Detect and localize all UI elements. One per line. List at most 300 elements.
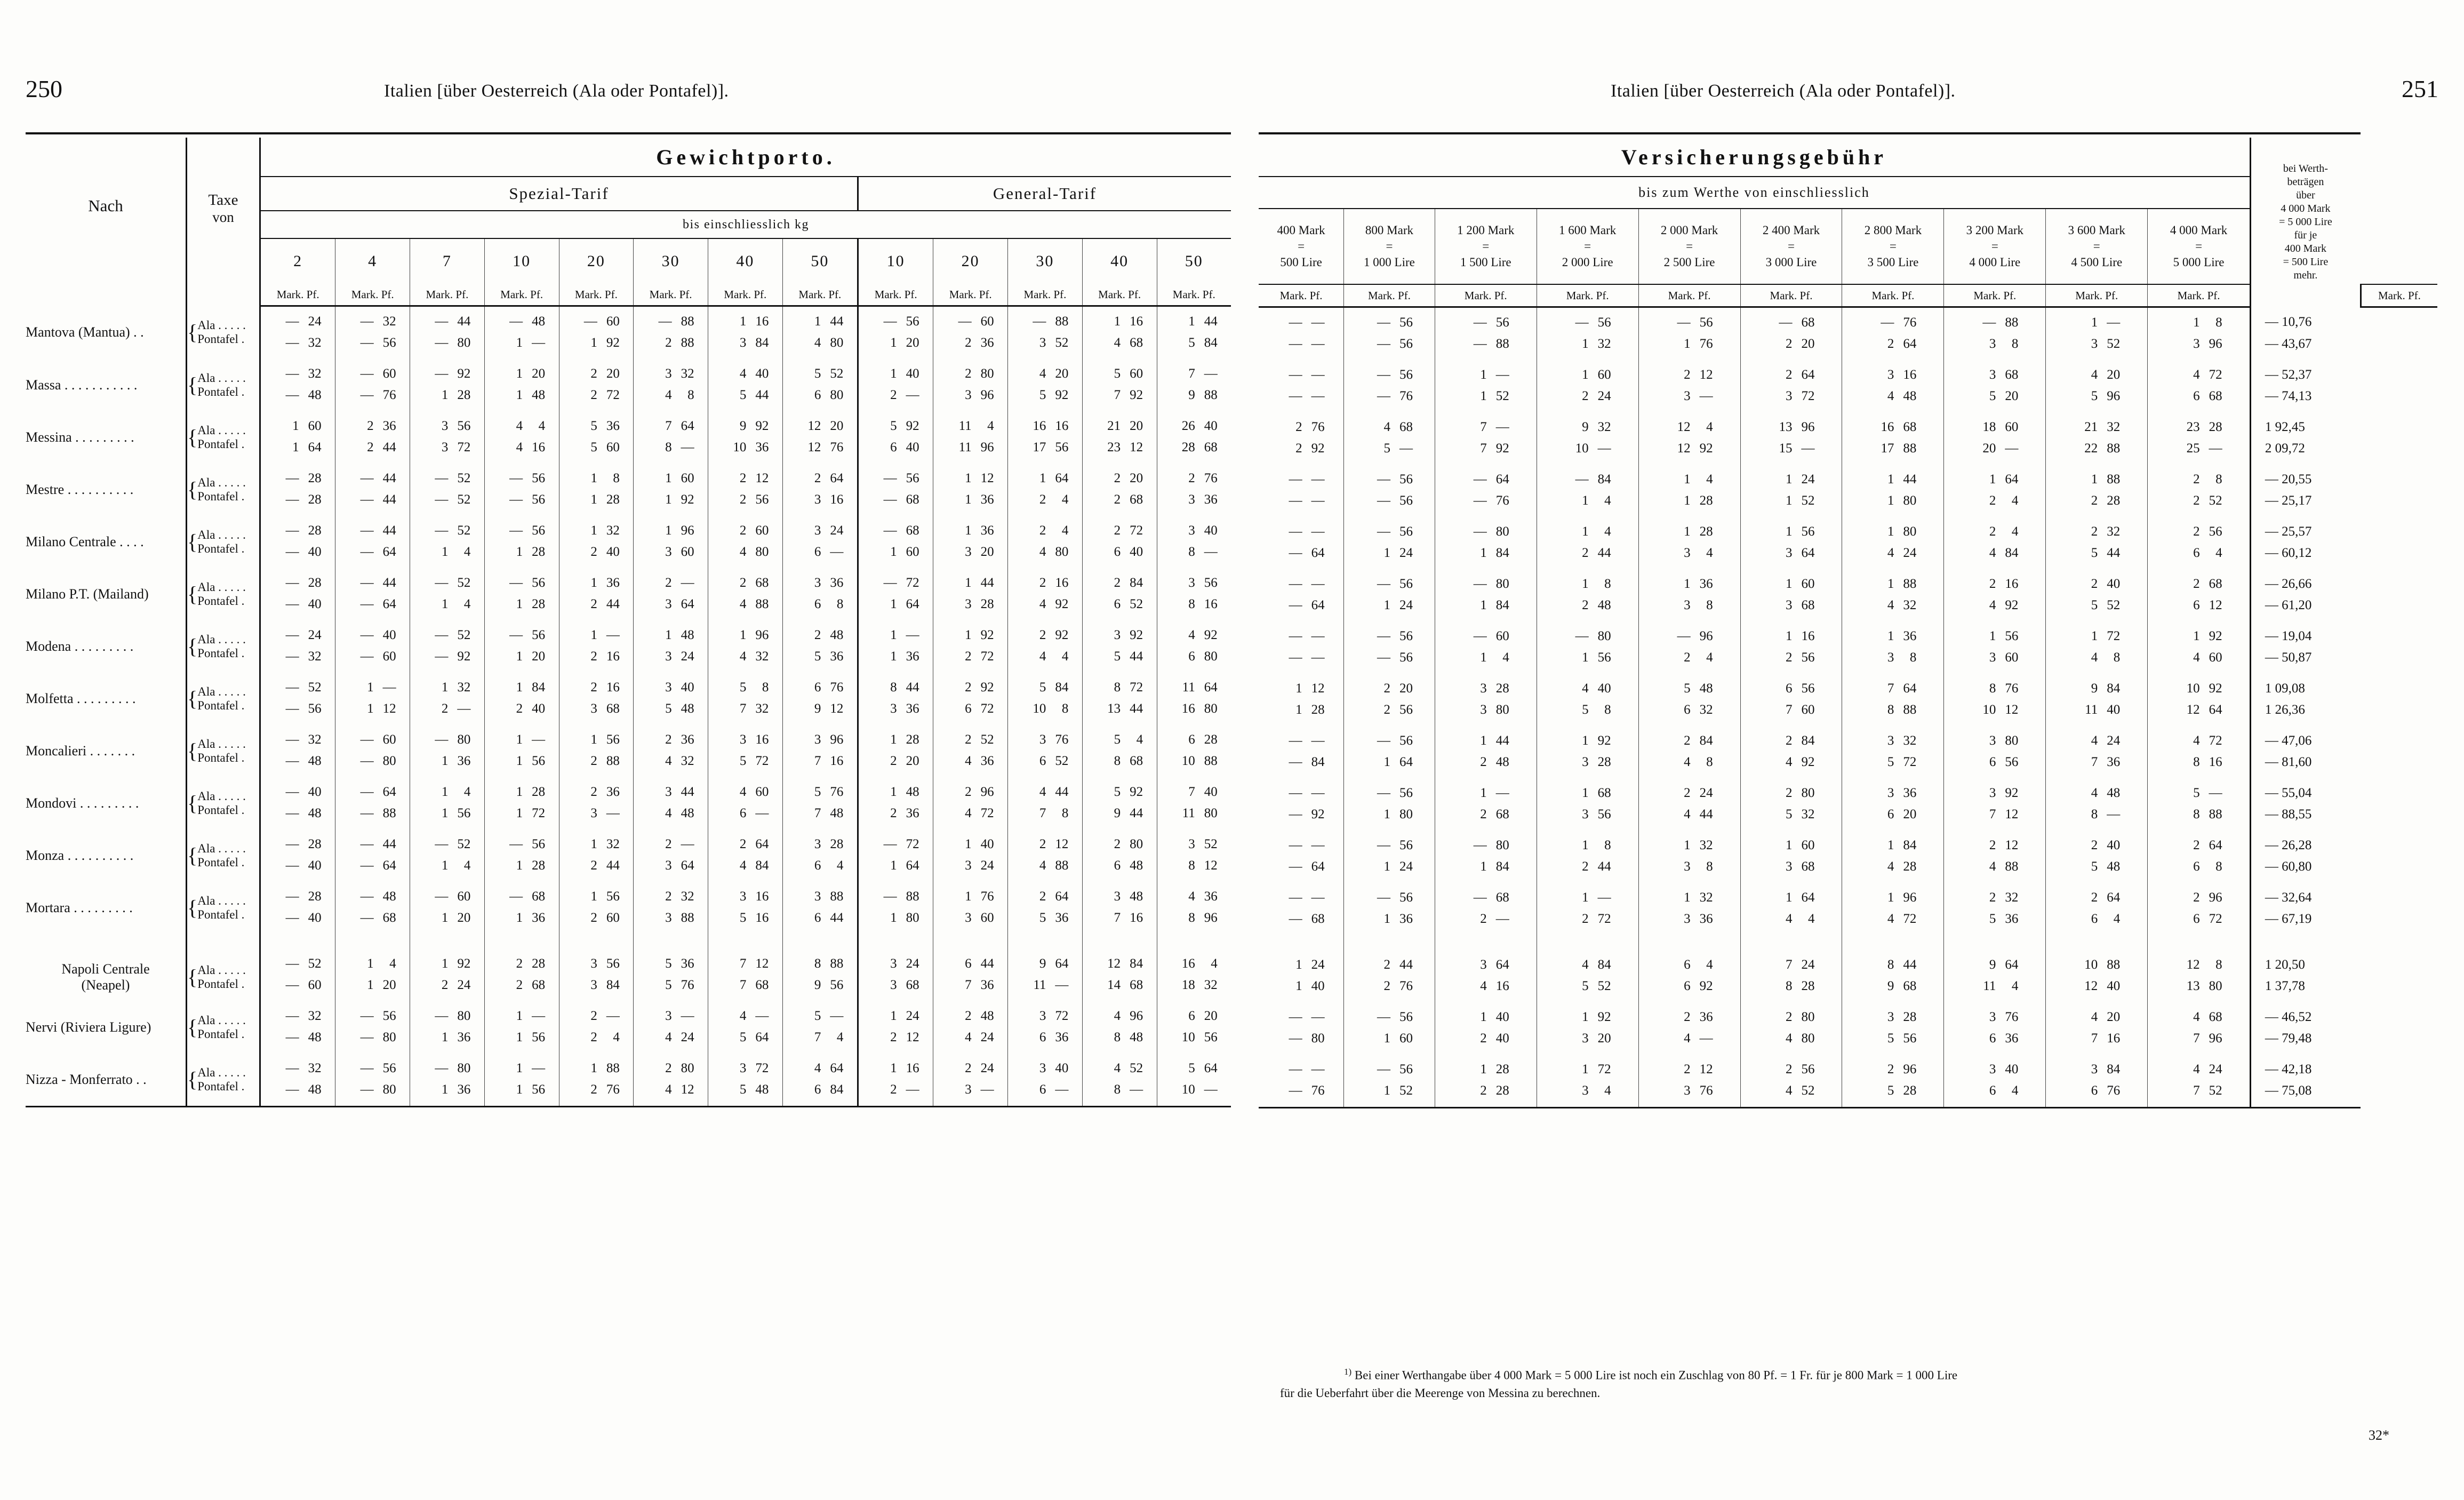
rate-cell-ala: 16 4 — [1181, 956, 1218, 971]
insurance-cell-ala: 3 80 — [1944, 726, 2046, 752]
table-row — [1259, 595, 2437, 621]
insurance-cell-pontafel: — 84 — [1259, 752, 1344, 778]
insurance-cell-ala: 3 28 — [1842, 1002, 1944, 1028]
insurance-cell-ala: 8 76 — [1944, 674, 2046, 699]
insurance-cell-ala: — 80 — [1435, 831, 1537, 856]
rate-cell-pontafel: 4 48 — [634, 803, 708, 829]
rate-cell-pontafel: — 48 — [260, 385, 335, 411]
insurance-cell-ala: — 56 — [1344, 569, 1435, 595]
insurance-cell-pontafel: 4 4 — [1740, 908, 1842, 935]
value-col-mark: 1 200 Mark — [1457, 224, 1515, 237]
signature-mark: 32* — [2369, 1427, 2389, 1443]
insurance-cell-pontafel: 3 8 — [1944, 333, 2046, 360]
route-ala: Ala . . . . . — [197, 633, 246, 646]
insurance-cell-pontafel: 17 88 — [1842, 438, 1944, 465]
route-pontafel: Pontafel . — [197, 542, 245, 555]
surcharge-value-pontafel: — 60,80 — [2265, 859, 2312, 874]
brace: { — [187, 791, 198, 815]
insurance-cell-ala: — — — [1259, 726, 1344, 752]
route-cell — [187, 411, 260, 464]
rate-cell-ala: 2 — — [634, 568, 708, 594]
rate-cell-ala: — 48 — [335, 882, 410, 907]
table-row — [26, 777, 1231, 803]
unit-label: Mark. Pf. — [1008, 284, 1083, 306]
rate-cell-pontafel: 7 48 — [782, 803, 858, 829]
surcharge-value-pontafel: — 79,48 — [2265, 1031, 2312, 1046]
insurance-cell-pontafel: 8 88 — [2193, 807, 2222, 821]
rate-cell-pontafel: 1 28 — [559, 489, 634, 516]
insurance-cell-ala: 1 88 — [1842, 569, 1944, 595]
rate-cell-pontafel: 6 — — [1008, 1079, 1083, 1107]
destination-name — [26, 882, 187, 934]
rate-cell-ala: 3 52 — [1188, 837, 1218, 851]
insurance-cell-pontafel: 1 36 — [1344, 908, 1435, 935]
insurance-cell-pontafel: 6 56 — [1944, 752, 2046, 778]
rate-cell-pontafel: — 80 — [335, 1079, 410, 1107]
table-row — [1259, 386, 2437, 412]
rate-cell-pontafel: 3 36 — [1188, 492, 1218, 507]
insurance-cell-pontafel: — — — [1259, 490, 1344, 517]
table-row — [1259, 333, 2437, 360]
rate-cell-ala: 2 92 — [933, 673, 1008, 698]
insurance-cell-ala: 1 — — [1435, 778, 1537, 804]
rate-cell-ala: 1 12 — [933, 464, 1008, 489]
brace: { — [187, 739, 198, 763]
insurance-cell-pontafel: — 92 — [1259, 804, 1344, 831]
table-row — [26, 934, 1231, 975]
insurance-cell-pontafel: 6 12 — [2193, 598, 2222, 612]
rate-cell-ala: — 48 — [484, 306, 559, 333]
rate-cell-ala: 1 — — [484, 1054, 559, 1079]
insurance-cell-pontafel: 6 4 — [2193, 546, 2222, 560]
value-col-lire: 1 000 Lire — [1364, 255, 1415, 269]
destination-name-text: Mantova (Mantua) . . — [26, 324, 144, 340]
destination-name — [26, 1001, 187, 1054]
rate-cell-pontafel: — 40 — [260, 541, 335, 568]
rate-cell-pontafel: 6 — — [708, 803, 782, 829]
insurance-cell-pontafel: 3 4 — [1537, 1080, 1638, 1108]
destination-name — [26, 620, 187, 673]
insurance-cell-ala: 1 44 — [1842, 465, 1944, 490]
rate-cell-ala: — 92 — [410, 359, 485, 385]
rate-cell-ala: 5 36 — [559, 411, 634, 437]
insurance-cell-pontafel: 3 68 — [1740, 595, 1842, 621]
value-col-lire: 4 500 Lire — [2071, 255, 2123, 269]
insurance-cell-ala: 2 36 — [1638, 1002, 1740, 1028]
route-ala: Ala . . . . . — [197, 528, 246, 541]
insurance-cell-pontafel: 5 72 — [1842, 752, 1944, 778]
insurance-cell-pontafel: 6 76 — [2046, 1080, 2148, 1108]
rate-cell-pontafel: 3 96 — [933, 385, 1008, 411]
rate-cell-ala: 11 4 — [933, 411, 1008, 437]
value-col-header — [1537, 209, 1638, 284]
rate-cell-pontafel: 2 88 — [634, 332, 708, 359]
rate-cell-pontafel: 2 4 — [559, 1027, 634, 1054]
rate-cell-pontafel: 4 92 — [1008, 594, 1083, 620]
insurance-cell-ala: 4 68 — [1344, 412, 1435, 438]
insurance-cell-pontafel: 5 36 — [1944, 908, 2046, 935]
insurance-cell-ala: 1 72 — [1537, 1055, 1638, 1080]
surcharge-value-pontafel: — 25,17 — [2265, 493, 2312, 508]
insurance-cell-pontafel: 4 48 — [1842, 386, 1944, 412]
table-row — [1259, 856, 2437, 883]
rate-cell-pontafel: 1 20 — [410, 907, 485, 934]
value-col-lire: 2 000 Lire — [1562, 255, 1613, 269]
insurance-cell-pontafel: — 76 — [1259, 1080, 1344, 1108]
rate-cell-pontafel: 1 36 — [484, 907, 559, 934]
rate-cell-pontafel: 5 44 — [1082, 646, 1157, 673]
insurance-cell-pontafel: 5 32 — [1740, 804, 1842, 831]
rate-cell-ala: 1 — — [335, 673, 410, 698]
brace: { — [187, 582, 198, 606]
insurance-cell-ala: 3 68 — [1944, 360, 2046, 386]
insurance-cell-ala: 2 76 — [1259, 412, 1344, 438]
rate-cell-ala: — 40 — [260, 777, 335, 803]
werthbetraege-line: über — [2296, 189, 2315, 202]
rate-cell-pontafel: 10 — — [1181, 1082, 1218, 1097]
rate-cell-pontafel: 8 16 — [1188, 597, 1218, 611]
rate-cell-ala: 2 64 — [708, 829, 782, 855]
insurance-cell-ala: — 88 — [1944, 307, 2046, 334]
insurance-cell-pontafel: 15 — — [1740, 438, 1842, 465]
value-col-mark: 800 Mark — [1365, 224, 1413, 237]
rate-cell-ala: 1 56 — [559, 725, 634, 751]
rate-cell-pontafel: 1 4 — [410, 541, 485, 568]
rate-cell-ala: — 60 — [335, 725, 410, 751]
insurance-cell-pontafel: — 68 — [1259, 908, 1344, 935]
insurance-cell-pontafel: 1 84 — [1435, 595, 1537, 621]
werthbetraege-line: beträgen — [2287, 176, 2324, 188]
unit-label: Mark. Pf. — [1638, 284, 1740, 307]
rate-cell-pontafel: 5 36 — [1008, 907, 1083, 934]
table-row — [1259, 307, 2437, 334]
insurance-cell-ala: 3 28 — [1435, 674, 1537, 699]
insurance-cell-ala: 2 80 — [1740, 778, 1842, 804]
unit-label: Mark. Pf. — [1842, 284, 1944, 307]
insurance-cell-pontafel-surcharge — [2250, 908, 2361, 935]
insurance-cell-ala-surcharge — [2250, 412, 2361, 438]
rate-cell-ala: 5 92 — [1082, 777, 1157, 803]
surcharge-value-ala: 1 20,50 — [2265, 958, 2305, 972]
insurance-cell-pontafel: 22 88 — [2046, 438, 2148, 465]
rate-cell-ala: 4 52 — [1082, 1054, 1157, 1079]
route-ala: Ala . . . . . — [197, 737, 246, 751]
surcharge-value-ala: — 32,64 — [2265, 890, 2312, 905]
rate-cell-ala: — 64 — [335, 777, 410, 803]
insurance-cell-ala: 4 24 — [2046, 726, 2148, 752]
insurance-cell-ala: 1 32 — [1638, 883, 1740, 908]
rate-cell-pontafel: 6 40 — [858, 437, 933, 464]
destination-name — [26, 829, 187, 882]
rate-cell-pontafel: 6 36 — [1008, 1027, 1083, 1054]
rate-cell-pontafel: — 44 — [335, 489, 410, 516]
insurance-cell-pontafel: 7 96 — [2193, 1031, 2222, 1046]
table-row — [1259, 438, 2437, 465]
rate-cell-pontafel: 4 32 — [634, 751, 708, 777]
route-cell — [187, 882, 260, 934]
insurance-cell-ala: 2 64 — [2046, 883, 2148, 908]
rate-cell-pontafel: 2 68 — [1082, 489, 1157, 516]
rate-cell-pontafel: 2 16 — [559, 646, 634, 673]
insurance-cell-pontafel: 6 68 — [2193, 389, 2222, 403]
insurance-cell-pontafel: 3 80 — [1435, 699, 1537, 726]
rate-cell-ala: 16 16 — [1008, 411, 1083, 437]
rate-cell-ala: 2 16 — [1008, 568, 1083, 594]
insurance-cell-ala: 3 40 — [1944, 1055, 2046, 1080]
rate-cell-ala: — 44 — [335, 568, 410, 594]
rate-cell-pontafel: 2 4 — [1008, 489, 1083, 516]
table-row — [26, 620, 1231, 646]
insurance-cell-pontafel: 4 84 — [1944, 542, 2046, 569]
insurance-cell-ala: — — — [1259, 831, 1344, 856]
insurance-cell-ala: 3 76 — [1944, 1002, 2046, 1028]
insurance-cell-pontafel: 6 32 — [1638, 699, 1740, 726]
insurance-cell-pontafel: 20 — — [1944, 438, 2046, 465]
value-col-eq: = — [1686, 240, 1693, 253]
rate-cell-ala: 2 52 — [933, 725, 1008, 751]
rate-cell-pontafel: 8 48 — [1082, 1027, 1157, 1054]
rate-cell-pontafel: 10 36 — [708, 437, 782, 464]
rate-cell-ala: 1 48 — [858, 777, 933, 803]
rate-cell-pontafel: 1 12 — [335, 698, 410, 725]
rate-cell-pontafel: 11 80 — [1182, 806, 1218, 820]
insurance-cell-pontafel: 2 48 — [1537, 595, 1638, 621]
insurance-cell-pontafel: 3 8 — [1842, 647, 1944, 674]
rate-cell-ala: 2 64 — [1008, 882, 1083, 907]
rate-cell-ala: 2 28 — [484, 934, 559, 975]
rate-cell-ala: 7 — — [1188, 366, 1218, 381]
destination-name — [26, 725, 187, 777]
insurance-cell-ala: 1 28 — [1435, 1055, 1537, 1080]
insurance-cell-pontafel: 5 96 — [2046, 386, 2148, 412]
rate-cell-pontafel: 1 28 — [410, 385, 485, 411]
rate-cell-ala: — 88 — [858, 882, 933, 907]
insurance-cell-pontafel-surcharge — [2250, 752, 2361, 778]
insurance-cell-ala: 2 84 — [1740, 726, 1842, 752]
value-col-eq: = — [1482, 240, 1490, 253]
rate-cell-pontafel: 2 44 — [559, 855, 634, 882]
rate-cell-pontafel: 4 24 — [634, 1027, 708, 1054]
insurance-cell-ala: 1 — — [1537, 883, 1638, 908]
rate-cell-ala: 3 56 — [1188, 576, 1218, 590]
table-row — [26, 829, 1231, 855]
route-pontafel: Pontafel . — [197, 437, 245, 451]
insurance-cell-pontafel: 3 8 — [1638, 595, 1740, 621]
rate-cell-ala: 5 64 — [1188, 1061, 1218, 1075]
surcharge-value-ala: — 19,04 — [2265, 629, 2312, 643]
insurance-cell-pontafel: 11 40 — [2046, 699, 2148, 726]
brace: { — [187, 843, 198, 867]
rate-cell-ala: 1 32 — [559, 829, 634, 855]
rate-cell-pontafel: 4 84 — [708, 855, 782, 882]
destination-name-line1: Napoli Centrale — [61, 961, 150, 977]
insurance-cell-ala: 1 96 — [1842, 883, 1944, 908]
rate-cell-ala: — 60 — [335, 359, 410, 385]
rate-cell-pontafel: — 48 — [260, 803, 335, 829]
insurance-cell-pontafel: 5 56 — [1842, 1028, 1944, 1055]
rate-cell-ala: — 44 — [335, 464, 410, 489]
rate-cell-pontafel: 1 28 — [484, 855, 559, 882]
rate-cell-pontafel: 5 44 — [708, 385, 782, 411]
insurance-cell-ala: 2 20 — [1344, 674, 1435, 699]
rate-cell-pontafel: 8 — — [634, 437, 708, 464]
insurance-cell-ala: 1 72 — [2046, 621, 2148, 647]
insurance-cell-pontafel: 4 8 — [2046, 647, 2148, 674]
rate-cell-ala: 4 64 — [782, 1054, 858, 1079]
rate-cell-ala: 1 40 — [858, 359, 933, 385]
rate-cell-ala: 3 32 — [634, 359, 708, 385]
value-col-lire: 4 000 Lire — [1969, 255, 2021, 269]
insurance-cell-pontafel: 1 24 — [1344, 595, 1435, 621]
surcharge-value-ala: — 20,55 — [2265, 472, 2312, 486]
rate-cell-pontafel: 2 60 — [559, 907, 634, 934]
insurance-cell-pontafel-surcharge — [2250, 856, 2361, 883]
value-col-eq: = — [1386, 240, 1393, 253]
route-pontafel: Pontafel . — [197, 594, 245, 608]
insurance-cell-pontafel: 6 72 — [2193, 912, 2222, 926]
insurance-cell-pontafel: — 56 — [1344, 333, 1435, 360]
insurance-cell-ala-surcharge — [2250, 569, 2361, 595]
insurance-cell-pontafel: 6 92 — [1638, 976, 1740, 1002]
rate-cell-pontafel: 6 40 — [1082, 541, 1157, 568]
insurance-cell-pontafel: — 64 — [1259, 856, 1344, 883]
insurance-cell-pontafel: 9 68 — [1842, 976, 1944, 1002]
brace: { — [187, 896, 198, 920]
rate-cell-ala: 2 96 — [933, 777, 1008, 803]
rate-cell-pontafel: 3 84 — [559, 975, 634, 1001]
table-row — [1259, 674, 2437, 699]
unit-label: Mark. Pf. — [484, 284, 559, 306]
insurance-cell-ala: 1 92 — [1537, 726, 1638, 752]
rate-cell-pontafel: 10 88 — [1181, 754, 1218, 768]
werthbetraege-line: bei Werth- — [2283, 163, 2328, 175]
value-col-eq: = — [1298, 240, 1305, 253]
insurance-cell-pontafel: 3 20 — [1537, 1028, 1638, 1055]
unit-label: Mark. Pf. — [1082, 284, 1157, 306]
insurance-cell-ala: 1 8 — [2193, 315, 2222, 330]
destination-name — [26, 777, 187, 829]
insurance-cell-ala: 1 44 — [1435, 726, 1537, 752]
rate-cell-pontafel: 5 64 — [708, 1027, 782, 1054]
rate-cell-ala: 2 12 — [1008, 829, 1083, 855]
unit-label: Mark. Pf. — [1344, 284, 1435, 307]
rate-cell-ala: 1 60 — [260, 411, 335, 437]
rate-cell-pontafel: 1 56 — [484, 751, 559, 777]
insurance-cell-ala: 2 12 — [1944, 831, 2046, 856]
rate-cell-pontafel: — 48 — [260, 1027, 335, 1054]
rate-cell-ala: 3 24 — [782, 516, 858, 541]
table-row — [26, 1054, 1231, 1079]
insurance-cell-ala: 1 24 — [1740, 465, 1842, 490]
insurance-cell-pontafel: 6 36 — [1944, 1028, 2046, 1055]
rate-cell-ala: — 32 — [260, 725, 335, 751]
rate-cell-ala: 1 92 — [410, 934, 485, 975]
weight-col-spezial-2: 2 — [260, 238, 335, 284]
table-row — [1259, 935, 2437, 976]
insurance-cell-ala: 1 60 — [1740, 569, 1842, 595]
route-pontafel: Pontafel . — [197, 1080, 245, 1093]
rate-cell-pontafel: 1 28 — [484, 541, 559, 568]
folio-left: 250 — [26, 75, 62, 102]
route-pontafel: Pontafel . — [197, 977, 245, 991]
insurance-cell-ala: 2 64 — [2193, 838, 2222, 852]
route-ala: Ala . . . . . — [197, 476, 246, 489]
route-ala: Ala . . . . . — [197, 963, 246, 977]
insurance-cell-pontafel: 25 — — [2186, 441, 2222, 456]
table-row — [1259, 621, 2437, 647]
rate-cell-ala: 11 64 — [1182, 680, 1218, 695]
insurance-cell-ala: 7 24 — [1740, 935, 1842, 976]
insurance-cell-pontafel: 1 28 — [1259, 699, 1344, 726]
rate-cell-ala: 3 56 — [410, 411, 485, 437]
rate-cell-ala: 3 24 — [858, 934, 933, 975]
versicherung-subtitle: bis zum Werthe von einschliesslich — [1259, 177, 2250, 209]
rate-cell-ala: 1 — — [858, 620, 933, 646]
insurance-cell-ala: — 56 — [1344, 307, 1435, 334]
insurance-cell-pontafel: 3 — — [1638, 386, 1740, 412]
folio-right: 251 — [2402, 75, 2438, 102]
insurance-cell-ala-surcharge — [2250, 621, 2361, 647]
rate-cell-ala: — 56 — [484, 516, 559, 541]
rate-cell-ala: 1 60 — [634, 464, 708, 489]
value-col-eq: = — [1889, 240, 1897, 253]
insurance-cell-ala: — — — [1259, 569, 1344, 595]
insurance-cell-pontafel: 2 28 — [2046, 490, 2148, 517]
insurance-cell-pontafel: 4 — — [1638, 1028, 1740, 1055]
rate-cell-ala: — 32 — [260, 359, 335, 385]
rate-cell-ala: 2 16 — [559, 673, 634, 698]
rate-cell-ala: — 40 — [335, 620, 410, 646]
table-row — [26, 882, 1231, 907]
rate-cell-ala: 2 36 — [559, 777, 634, 803]
insurance-cell-ala: — 56 — [1344, 726, 1435, 752]
insurance-cell-pontafel: 3 8 — [1638, 856, 1740, 883]
rate-cell-pontafel: 4 24 — [933, 1027, 1008, 1054]
brace: { — [187, 687, 198, 711]
insurance-cell-pontafel: — — — [1259, 333, 1344, 360]
footnote-line-2: für die Ueberfahrt über die Meerenge von Messina zu berechnen. — [1280, 1386, 1601, 1400]
rate-cell-pontafel: 8 12 — [1188, 858, 1218, 873]
rate-cell-pontafel: 23 12 — [1082, 437, 1157, 464]
rate-cell-pontafel: 5 72 — [708, 751, 782, 777]
rate-cell-pontafel: 4 80 — [1008, 541, 1083, 568]
rate-cell-ala: 4 96 — [1082, 1001, 1157, 1027]
route-pontafel: Pontafel . — [197, 856, 245, 869]
table-row — [1259, 752, 2437, 778]
insurance-cell-ala: 2 8 — [2193, 472, 2222, 486]
rate-cell-pontafel: 18 32 — [1181, 978, 1218, 992]
insurance-cell-ala: 1 4 — [1638, 465, 1740, 490]
rate-cell-ala: 2 — — [634, 829, 708, 855]
table-row — [1259, 647, 2437, 674]
insurance-cell-ala: 5 48 — [1638, 674, 1740, 699]
insurance-cell-pontafel: 5 — — [1344, 438, 1435, 465]
destination-name — [26, 359, 187, 411]
insurance-cell-ala: 4 20 — [2046, 360, 2148, 386]
werthbetraege-line: für je — [2294, 229, 2317, 242]
insurance-cell-pontafel-surcharge — [2250, 1028, 2361, 1055]
rate-cell-pontafel: 1 36 — [858, 646, 933, 673]
insurance-cell-ala: 2 96 — [2193, 890, 2222, 905]
route-ala: Ala . . . . . — [197, 789, 246, 803]
rate-cell-ala: 1 4 — [335, 934, 410, 975]
insurance-cell-ala: 7 64 — [1842, 674, 1944, 699]
rate-cell-pontafel: 2 88 — [559, 751, 634, 777]
rate-cell-pontafel: 4 4 — [1008, 646, 1083, 673]
col-header-nach: Nach — [26, 138, 187, 306]
value-col-header — [1944, 209, 2046, 284]
rate-cell-ala: 1 92 — [933, 620, 1008, 646]
